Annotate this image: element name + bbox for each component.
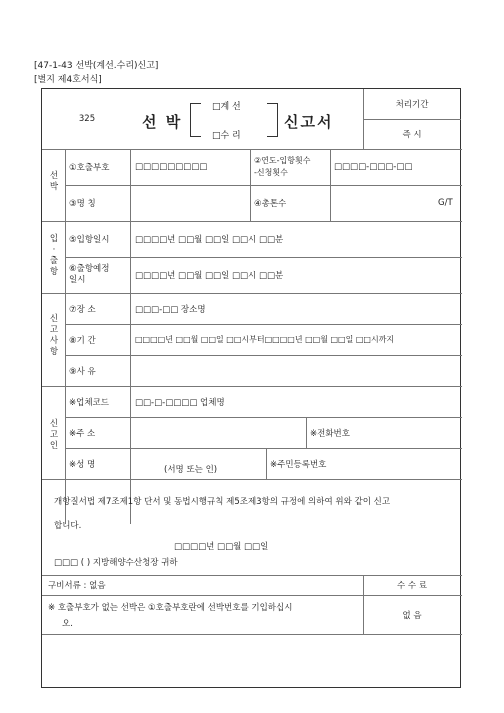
statement-text: 개항질서법 제7조제1항 단서 및 동법시행규칙 제5조제3항의 규정에 의하여 위와 같이 신고 [54, 497, 391, 507]
year-count-field[interactable]: □□□□-□□□-□□ [334, 162, 413, 172]
resident-number-label: ※주민등록번호 [270, 459, 327, 470]
form-code: 325 [78, 114, 96, 124]
section-reporter: 신 고 인 [49, 419, 59, 451]
departure-time-field[interactable]: □□□□년 □□월 □□일 □□시 □□분 [135, 271, 284, 281]
ship-name-field[interactable] [135, 185, 245, 221]
place-label: ⑦장 소 [69, 304, 96, 315]
processing-period-label: 처리기간 [395, 100, 429, 110]
bracket-right [267, 103, 278, 137]
bracket-left [190, 103, 201, 137]
note-text-cont: 오. [62, 619, 73, 629]
phone-field[interactable] [372, 417, 457, 448]
tonnage-label: ④총톤수 [254, 199, 287, 209]
section-entry-exit: 입 · 출 항 [49, 234, 59, 277]
person-name-label: ※성 명 [69, 459, 96, 470]
title-right: 신고서 [284, 113, 334, 131]
ship-name-label: ③명 칭 [69, 199, 96, 209]
form-reference: [47-1-43 선박(계선.수리)신고] [34, 61, 159, 71]
period-label: ⑧기 간 [69, 335, 96, 346]
section-ship: 선 박 [49, 171, 59, 192]
departure-time-label: ⑥출항예정 일시 [69, 264, 110, 285]
phone-label: ※전화번호 [310, 428, 350, 439]
required-docs: 구비서류 : 없음 [48, 581, 106, 591]
section-report-items: 신 고 사 항 [49, 314, 59, 357]
ship-report-form [41, 88, 461, 688]
call-sign-field[interactable]: □□□□□□□□□ [135, 162, 208, 172]
recipient: □□□ ( ) 지방해양수산청장 귀하 [54, 558, 178, 568]
period-field[interactable]: □□□□년 □□월 □□일 □□시부터□□□□년 □□월 □□일 □□시까지 [135, 335, 395, 344]
tonnage-unit: G/T [438, 198, 453, 208]
call-sign-label: ①호출부호 [69, 163, 110, 173]
title-left: 선 박 [142, 113, 183, 131]
arrival-time-field[interactable]: □□□□년 □□월 □□일 □□시 □□분 [135, 235, 284, 245]
reason-label: ⑨사 유 [69, 366, 96, 377]
signature-hint[interactable]: (서명 또는 인) [164, 464, 218, 475]
form-number: [별지 제4호서식] [34, 75, 102, 85]
option-repair[interactable]: □수 리 [212, 130, 241, 141]
company-code-field[interactable]: □□-□-□□□□ 업체명 [135, 397, 225, 408]
resident-number-field[interactable] [354, 448, 457, 479]
arrival-time-label: ⑤입항일시 [69, 235, 110, 245]
address-label: ※주 소 [69, 428, 96, 439]
note-text: ※ 호출부호가 없는 선박은 ①호출부호란에 선박번호를 기입하십시 [48, 603, 293, 613]
place-field[interactable]: □□□-□□ 장소명 [135, 304, 206, 315]
company-code-label: ※업체코드 [69, 397, 109, 408]
fee-value: 없 음 [402, 610, 422, 621]
year-count-label: ②연도-입항횟수 -신청횟수 [254, 156, 311, 177]
reason-field[interactable] [135, 355, 455, 386]
address-field[interactable] [135, 417, 300, 448]
statement-text-cont: 합니다. [54, 521, 82, 531]
statement-date[interactable]: □□□□년 □□월 □□일 [174, 542, 269, 552]
fee-label: 수 수 료 [396, 581, 428, 591]
option-mooring[interactable]: □계 선 [212, 101, 241, 112]
processing-period-value: 즉 시 [402, 130, 422, 140]
